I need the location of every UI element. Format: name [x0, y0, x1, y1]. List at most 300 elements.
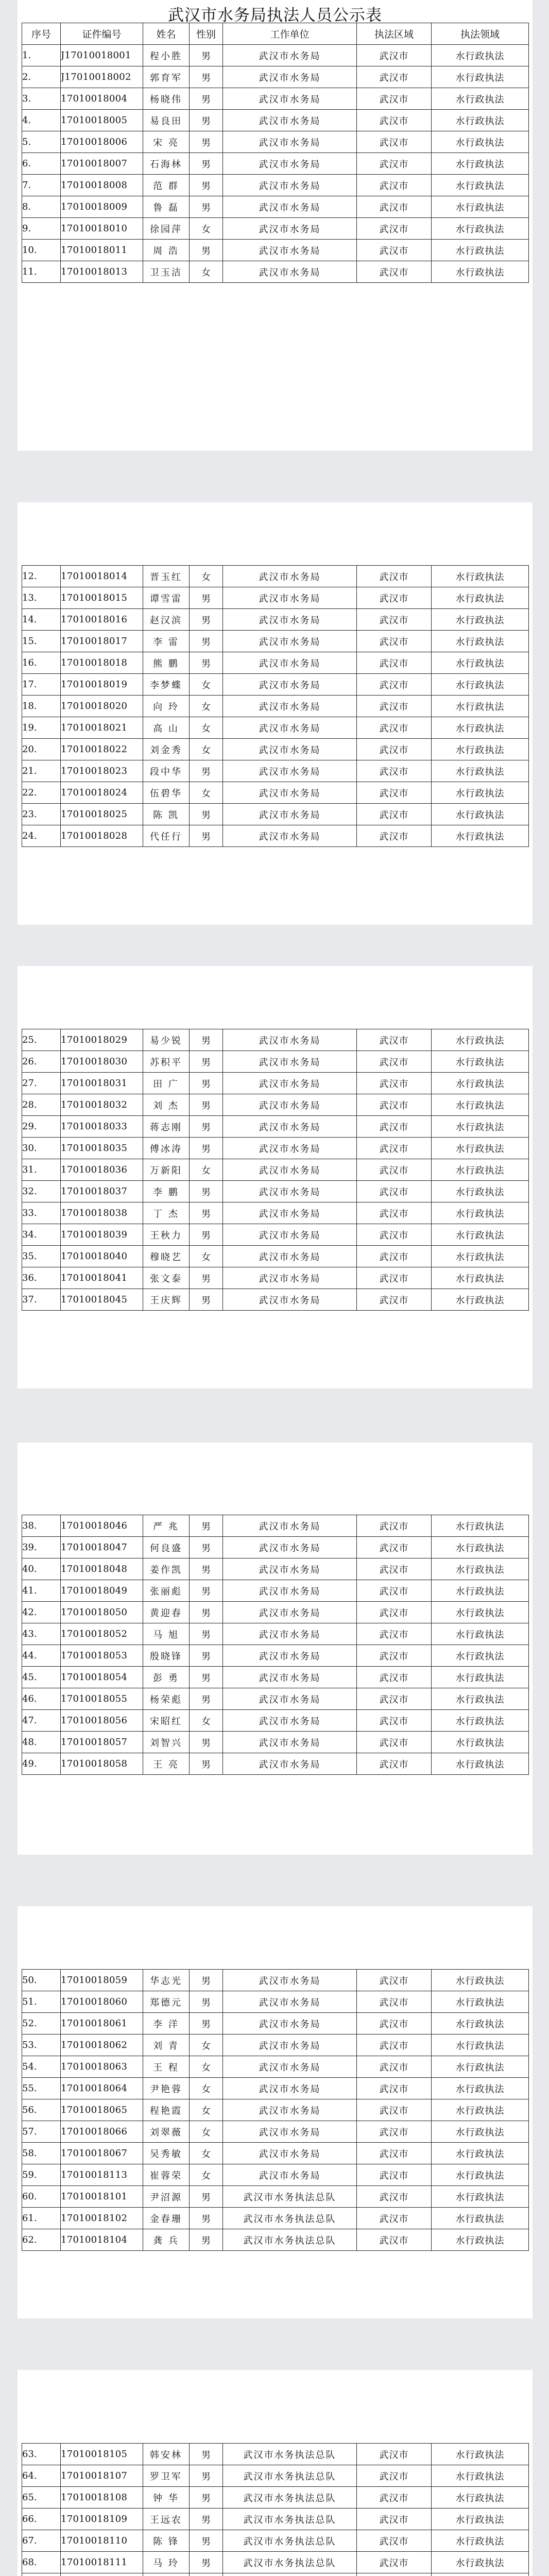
gender-cell: 男	[190, 631, 223, 652]
field-cell: 水行政执法	[432, 631, 529, 652]
field-cell: 水行政执法	[432, 261, 529, 283]
seq-cell: 20.	[22, 739, 61, 760]
area-cell: 武汉市	[357, 2487, 432, 2509]
work-unit-cell: 武汉市水务局	[223, 1970, 357, 1991]
table-row	[22, 2465, 529, 2487]
seq-cell: 2.	[22, 66, 61, 88]
field-cell: 水行政执法	[432, 2143, 529, 2164]
area-cell: 武汉市	[357, 2078, 432, 2099]
field-cell: 水行政执法	[432, 2229, 529, 2251]
field-cell: 水行政执法	[432, 2164, 529, 2186]
seq-cell: 21.	[22, 760, 61, 782]
gender-cell: 男	[190, 1991, 223, 2013]
seq-cell: 34.	[22, 1224, 61, 1246]
table-row	[22, 1537, 529, 1558]
name-cell: 马 玲	[143, 2552, 190, 2573]
work-unit-cell: 武汉市水务局	[223, 1159, 357, 1181]
cert-id-cell: J17010018001	[61, 45, 143, 66]
work-unit-cell	[223, 2573, 357, 2576]
name-cell: 陈 凯	[143, 804, 190, 825]
gender-cell: 男	[190, 587, 223, 609]
area-cell: 武汉市	[357, 587, 432, 609]
seq-cell: 55.	[22, 2078, 61, 2099]
seq-cell: 64.	[22, 2465, 61, 2487]
work-unit-cell: 武汉市水务局	[223, 1073, 357, 1094]
field-cell: 水行政执法	[432, 1246, 529, 1267]
field-cell: 水行政执法	[432, 2530, 529, 2552]
table-row	[22, 1688, 529, 1710]
work-unit-cell: 武汉市水务局	[223, 2035, 357, 2056]
seq-cell: 31.	[22, 1159, 61, 1181]
table-row	[22, 1224, 529, 1246]
cert-id-cell: 17010018052	[61, 1623, 143, 1645]
cert-id-cell: 17010018061	[61, 2013, 143, 2035]
work-unit-cell: 武汉市水务局	[223, 45, 357, 66]
personnel-table-page-2	[22, 565, 529, 847]
field-cell: 水行政执法	[432, 1515, 529, 1537]
table-row	[22, 1623, 529, 1645]
table-row	[22, 2164, 529, 2186]
work-unit-cell: 武汉市水务局	[223, 631, 357, 652]
field-cell: 水行政执法	[432, 1623, 529, 1645]
cert-id-cell: 17010018013	[61, 261, 143, 283]
area-cell: 武汉市	[357, 717, 432, 739]
gender-cell: 男	[190, 1094, 223, 1116]
field-cell: 水行政执法	[432, 2121, 529, 2143]
gender-cell: 男	[190, 1202, 223, 1224]
seq-cell: 11.	[22, 261, 61, 283]
work-unit-cell: 武汉市水务局	[223, 1202, 357, 1224]
cert-id-cell: 17010018107	[61, 2465, 143, 2487]
name-cell: 龚 兵	[143, 2229, 190, 2251]
name-cell: 向 玲	[143, 696, 190, 717]
cert-id-cell: 17010018039	[61, 1224, 143, 1246]
area-cell: 武汉市	[357, 609, 432, 631]
work-unit-cell: 武汉市水务执法总队	[223, 2552, 357, 2573]
gender-cell: 男	[190, 2444, 223, 2465]
work-unit-cell: 武汉市水务局	[223, 1029, 357, 1051]
table-row	[22, 717, 529, 739]
name-cell: 杨晓伟	[143, 88, 190, 110]
seq-cell: 17.	[22, 674, 61, 696]
gender-cell: 女	[190, 261, 223, 283]
gender-cell: 男	[190, 2552, 223, 2573]
table-row	[22, 2229, 529, 2251]
name-cell: 何良盛	[143, 1537, 190, 1558]
cert-id-cell: 17010018057	[61, 1732, 143, 1753]
work-unit-cell: 武汉市水务局	[223, 2056, 357, 2078]
seq-cell: 50.	[22, 1970, 61, 1991]
seq-cell: 48.	[22, 1732, 61, 1753]
seq-cell: 14.	[22, 609, 61, 631]
gender-cell: 男	[190, 652, 223, 674]
cert-id-cell: 17010018056	[61, 1710, 143, 1732]
name-cell: 钟 华	[143, 2487, 190, 2509]
field-cell: 水行政执法	[432, 1094, 529, 1116]
seq-cell: 47.	[22, 1710, 61, 1732]
work-unit-cell: 武汉市水务局	[223, 717, 357, 739]
name-cell: 严 兆	[143, 1515, 190, 1537]
table-row	[22, 1991, 529, 2013]
table-row	[22, 1138, 529, 1159]
area-cell: 武汉市	[357, 1667, 432, 1688]
gender-cell	[190, 2573, 223, 2576]
seq-cell: 63.	[22, 2444, 61, 2465]
field-cell: 水行政执法	[432, 1558, 529, 1580]
work-unit-cell: 武汉市水务局	[223, 1558, 357, 1580]
area-cell: 武汉市	[357, 2509, 432, 2530]
cert-id-cell: 17010018022	[61, 739, 143, 760]
work-unit-cell: 武汉市水务局	[223, 1710, 357, 1732]
seq-cell: 7.	[22, 175, 61, 196]
work-unit-cell: 武汉市水务局	[223, 261, 357, 283]
cert-id-cell: 17010018050	[61, 1602, 143, 1623]
table-row	[22, 131, 529, 153]
seq-cell: 57.	[22, 2121, 61, 2143]
seq-cell: 45.	[22, 1667, 61, 1688]
seq-cell: 44.	[22, 1645, 61, 1667]
table-row	[22, 1116, 529, 1138]
area-cell: 武汉市	[357, 1094, 432, 1116]
personnel-table-page-1	[22, 23, 529, 283]
area-cell: 武汉市	[357, 66, 432, 88]
name-cell: 黄迎春	[143, 1602, 190, 1623]
field-cell: 水行政执法	[432, 825, 529, 847]
field-cell: 水行政执法	[432, 1029, 529, 1051]
work-unit-cell: 武汉市水务局	[223, 1094, 357, 1116]
field-cell: 水行政执法	[432, 1289, 529, 1311]
name-cell: 熊 鹏	[143, 652, 190, 674]
work-unit-cell: 武汉市水务局	[223, 609, 357, 631]
cert-id-cell: 17010018023	[61, 760, 143, 782]
header-gender: 性别	[190, 23, 223, 45]
gender-cell: 女	[190, 739, 223, 760]
work-unit-cell: 武汉市水务执法总队	[223, 2487, 357, 2509]
area-cell: 武汉市	[357, 261, 432, 283]
area-cell: 武汉市	[357, 196, 432, 218]
cert-id-cell: 17010018011	[61, 240, 143, 261]
name-cell: 万新阳	[143, 1159, 190, 1181]
name-cell: 田 广	[143, 1073, 190, 1094]
area-cell	[357, 2573, 432, 2576]
table-row	[22, 2208, 529, 2229]
field-cell: 水行政执法	[432, 2186, 529, 2208]
cert-id-cell: 17010018045	[61, 1289, 143, 1311]
seq-cell: 30.	[22, 1138, 61, 1159]
gender-cell: 男	[190, 1970, 223, 1991]
gender-cell: 男	[190, 2487, 223, 2509]
area-cell: 武汉市	[357, 631, 432, 652]
name-cell: 郭育军	[143, 66, 190, 88]
gender-cell: 男	[190, 196, 223, 218]
field-cell: 水行政执法	[432, 1159, 529, 1181]
work-unit-cell: 武汉市水务局	[223, 88, 357, 110]
gender-cell: 女	[190, 2164, 223, 2186]
seq-cell: 53.	[22, 2035, 61, 2056]
seq-cell: 59.	[22, 2164, 61, 2186]
field-cell: 水行政执法	[432, 2487, 529, 2509]
name-cell: 苏积平	[143, 1051, 190, 1073]
area-cell: 武汉市	[357, 45, 432, 66]
area-cell: 武汉市	[357, 696, 432, 717]
gender-cell: 男	[190, 2208, 223, 2229]
gender-cell: 女	[190, 2035, 223, 2056]
header-enforcement-area: 执法区域	[357, 23, 432, 45]
table-row	[22, 110, 529, 131]
field-cell: 水行政执法	[432, 717, 529, 739]
table-row	[22, 1051, 529, 1073]
seq-cell: 4.	[22, 110, 61, 131]
gender-cell: 男	[190, 2530, 223, 2552]
name-cell: 周 浩	[143, 240, 190, 261]
personnel-table-page-4	[22, 1515, 529, 1775]
table-row	[22, 2078, 529, 2099]
table-row	[22, 153, 529, 175]
table-row	[22, 609, 529, 631]
table-row	[22, 240, 529, 261]
work-unit-cell: 武汉市水务局	[223, 1667, 357, 1688]
area-cell: 武汉市	[357, 153, 432, 175]
work-unit-cell: 武汉市水务执法总队	[223, 2186, 357, 2208]
table-row	[22, 696, 529, 717]
area-cell: 武汉市	[357, 739, 432, 760]
area-cell: 武汉市	[357, 1159, 432, 1181]
gender-cell: 男	[190, 760, 223, 782]
cert-id-cell: 17010018008	[61, 175, 143, 196]
work-unit-cell: 武汉市水务局	[223, 1116, 357, 1138]
table-row	[22, 1202, 529, 1224]
work-unit-cell: 武汉市水务执法总队	[223, 2530, 357, 2552]
work-unit-cell: 武汉市水务局	[223, 1537, 357, 1558]
field-cell: 水行政执法	[432, 1753, 529, 1775]
area-cell: 武汉市	[357, 1029, 432, 1051]
cert-id-cell: 17010018018	[61, 652, 143, 674]
cert-id-cell: 17010018108	[61, 2487, 143, 2509]
seq-cell: 12.	[22, 566, 61, 587]
personnel-table-page-3	[22, 1029, 529, 1311]
name-cell: 李 鹏	[143, 1181, 190, 1202]
work-unit-cell: 武汉市水务局	[223, 175, 357, 196]
gender-cell: 男	[190, 131, 223, 153]
work-unit-cell: 武汉市水务局	[223, 1732, 357, 1753]
cert-id-cell: 17010018060	[61, 1991, 143, 2013]
work-unit-cell: 武汉市水务局	[223, 1515, 357, 1537]
page-5	[18, 1906, 533, 2318]
gender-cell: 男	[190, 1537, 223, 1558]
seq-cell: 51.	[22, 1991, 61, 2013]
gender-cell: 女	[190, 2078, 223, 2099]
seq-cell: 42.	[22, 1602, 61, 1623]
seq-cell: 23.	[22, 804, 61, 825]
field-cell: 水行政执法	[432, 88, 529, 110]
field-cell: 水行政执法	[432, 1267, 529, 1289]
name-cell: 马 旭	[143, 1623, 190, 1645]
gender-cell: 男	[190, 1753, 223, 1775]
work-unit-cell: 武汉市水务局	[223, 1224, 357, 1246]
name-cell: 刘金秀	[143, 739, 190, 760]
field-cell: 水行政执法	[432, 1732, 529, 1753]
gender-cell: 男	[190, 1073, 223, 1094]
page-4	[18, 1443, 533, 1855]
area-cell: 武汉市	[357, 1580, 432, 1602]
area-cell: 武汉市	[357, 2552, 432, 2573]
cert-id-cell: 17010018040	[61, 1246, 143, 1267]
table-row	[22, 2143, 529, 2164]
work-unit-cell: 武汉市水务局	[223, 131, 357, 153]
gender-cell: 女	[190, 2099, 223, 2121]
area-cell: 武汉市	[357, 175, 432, 196]
gender-cell: 女	[190, 1159, 223, 1181]
name-cell: 赵汉滨	[143, 609, 190, 631]
name-cell: 张丽彪	[143, 1580, 190, 1602]
gender-cell: 女	[190, 2143, 223, 2164]
table-row	[22, 2186, 529, 2208]
table-row	[22, 2121, 529, 2143]
gender-cell: 男	[190, 804, 223, 825]
cert-id-cell: 17010018005	[61, 110, 143, 131]
gender-cell: 男	[190, 1667, 223, 1688]
field-cell: 水行政执法	[432, 2035, 529, 2056]
area-cell: 武汉市	[357, 2035, 432, 2056]
name-cell: 李梦蝶	[143, 674, 190, 696]
name-cell: 程小胜	[143, 45, 190, 66]
name-cell: 华志光	[143, 1970, 190, 1991]
area-cell: 武汉市	[357, 2164, 432, 2186]
gender-cell: 男	[190, 88, 223, 110]
cert-id-cell: 17010018111	[61, 2552, 143, 2573]
name-cell: 郑德元	[143, 1991, 190, 2013]
seq-cell: 8.	[22, 196, 61, 218]
cert-id-cell: 17010018032	[61, 1094, 143, 1116]
cert-id-cell: 17010018021	[61, 717, 143, 739]
work-unit-cell: 武汉市水务局	[223, 196, 357, 218]
cert-id-cell: 17010018004	[61, 88, 143, 110]
table-row	[22, 1094, 529, 1116]
area-cell: 武汉市	[357, 652, 432, 674]
cert-id-cell: 17010018058	[61, 1753, 143, 1775]
field-cell: 水行政执法	[432, 2013, 529, 2035]
table-row	[22, 2444, 529, 2465]
name-cell: 王远农	[143, 2509, 190, 2530]
name-cell: 李 雷	[143, 631, 190, 652]
table-row	[22, 175, 529, 196]
seq-cell: 18.	[22, 696, 61, 717]
work-unit-cell: 武汉市水务局	[223, 674, 357, 696]
table-row	[22, 760, 529, 782]
seq-cell: 38.	[22, 1515, 61, 1537]
seq-cell: 58.	[22, 2143, 61, 2164]
field-cell: 水行政执法	[432, 1051, 529, 1073]
cert-id-cell: 17010018019	[61, 674, 143, 696]
table-row	[22, 261, 529, 283]
table-row	[22, 1667, 529, 1688]
name-cell: 刘翠薇	[143, 2121, 190, 2143]
area-cell: 武汉市	[357, 2013, 432, 2035]
field-cell: 水行政执法	[432, 1073, 529, 1094]
work-unit-cell: 武汉市水务执法总队	[223, 2465, 357, 2487]
field-cell: 水行政执法	[432, 1580, 529, 1602]
seq-cell: 3.	[22, 88, 61, 110]
seq-cell: 29.	[22, 1116, 61, 1138]
work-unit-cell: 武汉市水务局	[223, 2164, 357, 2186]
area-cell: 武汉市	[357, 240, 432, 261]
gender-cell: 女	[190, 696, 223, 717]
field-cell: 水行政执法	[432, 652, 529, 674]
seq-cell: 66.	[22, 2509, 61, 2530]
seq-cell: 60.	[22, 2186, 61, 2208]
page-6	[18, 2370, 533, 2576]
area-cell: 武汉市	[357, 1073, 432, 1094]
gender-cell: 女	[190, 2121, 223, 2143]
seq-cell: 68.	[22, 2552, 61, 2573]
cert-id-cell: 17010018035	[61, 1138, 143, 1159]
work-unit-cell: 武汉市水务局	[223, 1289, 357, 1311]
area-cell: 武汉市	[357, 782, 432, 804]
cert-id-cell: 17010018017	[61, 631, 143, 652]
table-row	[22, 1732, 529, 1753]
seq-cell: 61.	[22, 2208, 61, 2229]
field-cell: 水行政执法	[432, 1602, 529, 1623]
area-cell: 武汉市	[357, 1202, 432, 1224]
name-cell: 彭 勇	[143, 1667, 190, 1688]
name-cell: 丁 杰	[143, 1202, 190, 1224]
seq-cell: 37.	[22, 1289, 61, 1311]
cert-id-cell: 17010018047	[61, 1537, 143, 1558]
name-cell: 伍碧华	[143, 782, 190, 804]
field-cell: 水行政执法	[432, 1537, 529, 1558]
work-unit-cell: 武汉市水务局	[223, 153, 357, 175]
work-unit-cell: 武汉市水务局	[223, 1645, 357, 1667]
seq-cell: 19.	[22, 717, 61, 739]
seq-cell: 56.	[22, 2099, 61, 2121]
cert-id-cell: 17010018033	[61, 1116, 143, 1138]
field-cell: 水行政执法	[432, 804, 529, 825]
cert-id-cell: 17010018063	[61, 2056, 143, 2078]
table-row	[22, 652, 529, 674]
gender-cell: 男	[190, 153, 223, 175]
gender-cell: 男	[190, 1267, 223, 1289]
seq-cell: 1.	[22, 45, 61, 66]
area-cell: 武汉市	[357, 2465, 432, 2487]
name-cell: 刘 青	[143, 2035, 190, 2056]
area-cell: 武汉市	[357, 1991, 432, 2013]
seq-cell: 16.	[22, 652, 61, 674]
field-cell: 水行政执法	[432, 1645, 529, 1667]
area-cell: 武汉市	[357, 1051, 432, 1073]
area-cell: 武汉市	[357, 1602, 432, 1623]
name-cell: 段中华	[143, 760, 190, 782]
table-header-row	[22, 23, 529, 45]
field-cell: 水行政执法	[432, 2056, 529, 2078]
cert-id-cell: 17010018009	[61, 196, 143, 218]
table-row	[22, 2552, 529, 2573]
gender-cell: 男	[190, 1051, 223, 1073]
seq-cell: 24.	[22, 825, 61, 847]
area-cell: 武汉市	[357, 218, 432, 240]
field-cell: 水行政执法	[432, 1710, 529, 1732]
table-row	[22, 1181, 529, 1202]
cert-id-cell: 17010018109	[61, 2509, 143, 2530]
seq-cell: 22.	[22, 782, 61, 804]
cert-id-cell	[61, 2573, 143, 2576]
cert-id-cell: 17010018066	[61, 2121, 143, 2143]
gender-cell: 女	[190, 782, 223, 804]
name-cell: 程艳霞	[143, 2099, 190, 2121]
gender-cell: 男	[190, 45, 223, 66]
work-unit-cell: 武汉市水务局	[223, 1246, 357, 1267]
seq-cell	[22, 2573, 61, 2576]
table-row	[22, 2056, 529, 2078]
